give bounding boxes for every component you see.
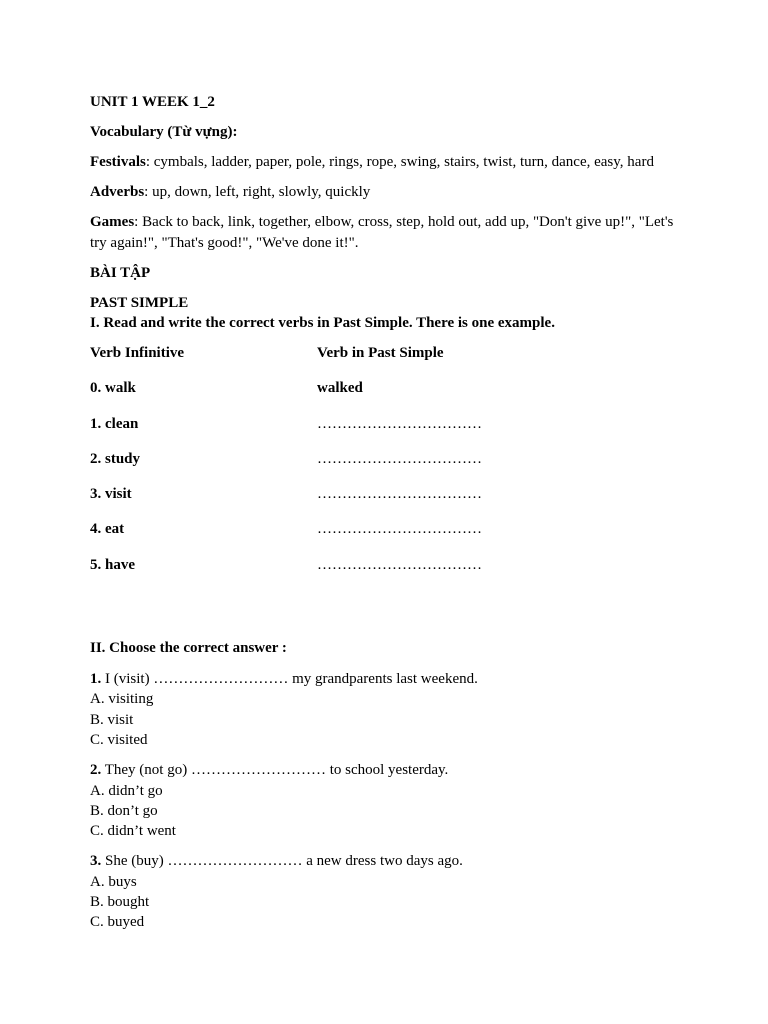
answer-blank[interactable]: …………………………… <box>317 521 482 538</box>
table-row <box>90 380 650 415</box>
question-sentence: I (visit) ……………………… my grandparents last weekend. <box>101 671 478 688</box>
column-header-infinitive: Verb Infinitive <box>90 345 185 361</box>
verb-table-header <box>90 345 650 380</box>
answer-option-b[interactable]: B. bought <box>90 894 150 911</box>
answer-option-c[interactable]: C. didn’t went <box>90 823 176 840</box>
question-number: 3. <box>90 853 102 870</box>
verb-table <box>90 345 650 592</box>
verb-infinitive: 0. walk <box>90 380 136 397</box>
vocab-term: Adverbs <box>90 184 145 200</box>
question-sentence: She (buy) ……………………… a new dress two days ago. <box>101 853 463 870</box>
vocab-words: : up, down, left, right, slowly, quickly <box>144 184 371 200</box>
answer-blank[interactable]: …………………………… <box>317 415 482 432</box>
answer-option-a[interactable]: A. buys <box>90 873 137 890</box>
page-title: UNIT 1 WEEK 1_2 <box>90 94 215 110</box>
vocab-festivals <box>90 152 690 172</box>
vocab-term: Games <box>90 214 135 230</box>
table-row <box>90 557 650 592</box>
verb-past: walked <box>317 380 363 397</box>
exercise-heading: BÀI TẬP <box>90 265 151 281</box>
answer-blank[interactable]: …………………………… <box>317 450 482 467</box>
column-header-past: Verb in Past Simple <box>317 345 444 361</box>
vocabulary-heading: Vocabulary (Từ vựng): <box>90 124 238 140</box>
table-row <box>90 521 650 556</box>
exercise-1-instruction: I. Read and write the correct verbs in Past Simple. There is one example. <box>90 315 555 331</box>
vocab-games <box>90 212 690 253</box>
worksheet-page <box>90 92 690 943</box>
vocab-words: : Back to back, link, together, elbow, cross, step, hold out, add up, "Don't give up!", "Let's try again!", "That's good!", "We've done it!". <box>90 214 674 251</box>
vocab-adverbs <box>90 182 690 202</box>
question-3 <box>90 851 690 932</box>
answer-option-c[interactable]: C. visited <box>90 731 148 748</box>
answer-blank[interactable]: …………………………… <box>317 486 482 503</box>
answer-blank[interactable]: …………………………… <box>317 556 482 573</box>
verb-infinitive: 1. clean <box>90 415 139 432</box>
question-number: 2. <box>90 762 102 779</box>
verb-infinitive: 4. eat <box>90 521 125 538</box>
question-2 <box>90 760 690 841</box>
answer-option-c[interactable]: C. buyed <box>90 914 145 931</box>
table-row <box>90 486 650 521</box>
exercise-2-instruction: II. Choose the correct answer : <box>90 640 287 657</box>
verb-infinitive: 5. have <box>90 556 135 573</box>
question-1 <box>90 669 690 750</box>
answer-option-a[interactable]: A. didn’t go <box>90 782 163 799</box>
answer-option-b[interactable]: B. don’t go <box>90 802 158 819</box>
question-text <box>90 851 690 871</box>
verb-infinitive: 3. visit <box>90 486 132 503</box>
question-text <box>90 760 690 780</box>
vocab-words: : cymbals, ladder, paper, pole, rings, rope, swing, stairs, twist, turn, dance, easy, hard <box>145 154 654 170</box>
answer-option-a[interactable]: A. visiting <box>90 691 154 708</box>
table-row <box>90 451 650 486</box>
table-row <box>90 416 650 451</box>
past-simple-heading: PAST SIMPLE <box>90 295 189 311</box>
question-sentence: They (not go) ……………………… to school yesterday. <box>101 762 449 779</box>
question-text <box>90 669 690 689</box>
verb-infinitive: 2. study <box>90 450 141 467</box>
question-number: 1. <box>90 671 102 688</box>
vocab-term: Festivals <box>90 154 146 170</box>
answer-option-b[interactable]: B. visit <box>90 711 134 728</box>
